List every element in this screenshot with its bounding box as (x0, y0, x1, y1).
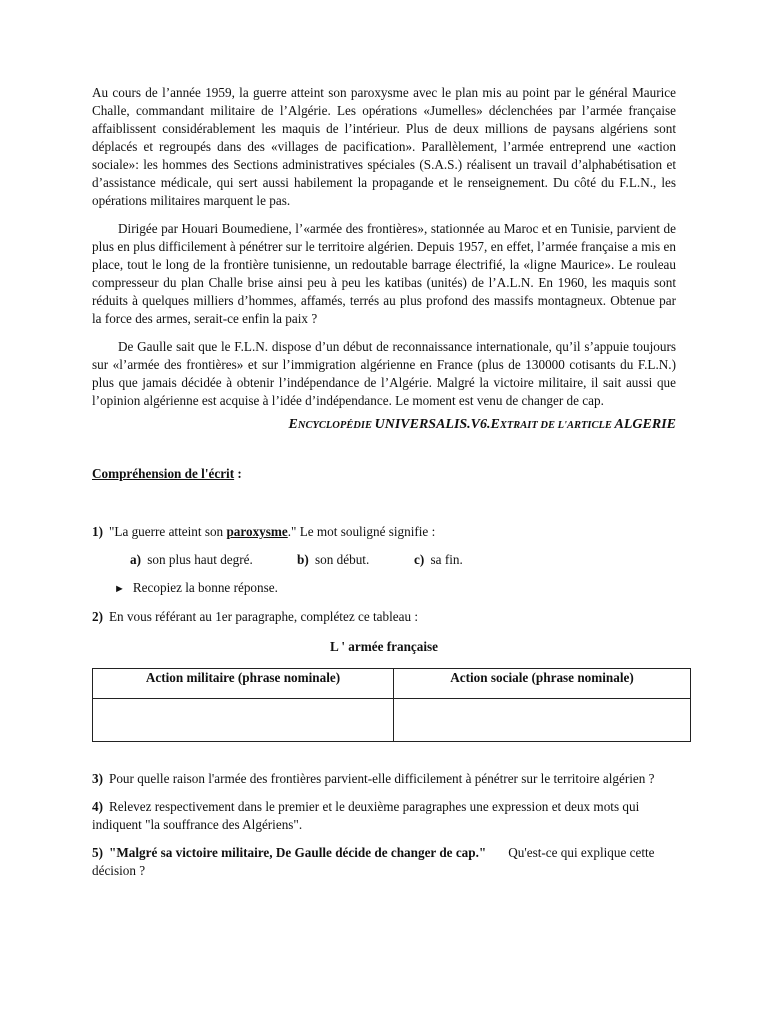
source-universalis: UNIVERSALIS.V6. (374, 417, 491, 432)
question-4 (92, 798, 676, 834)
option-a (130, 551, 297, 569)
question-5-quote: "Malgré sa victoire militaire, De Gaulle décide de changer de cap." (109, 845, 487, 860)
option-a-letter: a) (130, 552, 141, 567)
question-2 (92, 608, 676, 626)
source-e2: E (490, 417, 500, 432)
question-1-instruction-text: Recopiez la bonne réponse. (132, 580, 278, 595)
question-2-text: En vous référant au 1er paragraphe, complétez ce tableau : (109, 609, 419, 624)
option-c (414, 551, 463, 569)
source-ncyclo: NCYCLOPÉDIE (297, 420, 375, 431)
column-header-military: Action militaire (phrase nominale) (93, 669, 394, 699)
paragraph-1: Au cours de l’année 1959, la guerre atteint son paroxysme avec le plan mis au point par le général Maurice Challe, commandant militaire de l’Algérie. Les opérations «Jumelles» déclenchées par l’armée française affaiblissent considérablement les maquis de l’intérieur. Plus de deux millions de paysans algériens sont déplacés et regroupés dans des «villages de pacification». Parallèlement, l’armée entreprend une «action sociale»: les hommes des Sections administratives spéciales (S.A.S.) réalisent un travail d’alphabétisation et d’assistance médicale, qui sert aussi habilement la propagande et le renseignement. Du côté du F.L.N., les opérations militaires marquent le pas. (92, 85, 676, 208)
source-e: E (288, 417, 298, 432)
question-1-keyword: paroxysme (226, 524, 288, 539)
option-b (297, 551, 414, 569)
option-b-text: son début. (311, 552, 370, 567)
section-heading-text: Compréhension de l'écrit (92, 466, 235, 481)
question-1-instruction (92, 579, 676, 598)
answer-table (92, 668, 691, 742)
option-c-text: sa fin. (427, 552, 463, 567)
question-1-number: 1) (92, 524, 103, 539)
question-1 (92, 523, 676, 541)
section-heading (92, 465, 676, 483)
option-c-letter: c) (414, 552, 425, 567)
answer-cell-social[interactable] (394, 699, 691, 742)
question-5-text: Qu'est-ce qui explique cette décision ? (92, 845, 655, 878)
triangle-bullet-icon: ► (114, 583, 125, 595)
column-header-social: Action sociale (phrase nominale) (394, 669, 691, 699)
question-5 (92, 844, 676, 880)
source-xtrait: XTRAIT DE L'ARTICLE (499, 420, 615, 431)
question-4-number: 4) (92, 799, 103, 814)
option-a-text: son plus haut degré. (144, 552, 253, 567)
question-1-post: ." Le mot souligné signifie : (287, 524, 436, 539)
question-1-options (92, 551, 676, 569)
question-3-text: Pour quelle raison l'armée des frontières parvient-elle difficilement à pénétrer sur le territoire algérien ? (109, 771, 655, 786)
question-3-number: 3) (92, 771, 103, 786)
document-content (92, 84, 676, 880)
paragraph-2: Dirigée par Houari Boumediene, l’«armée des frontières», stationnée au Maroc et en Tunisie, parvient de plus en plus difficilement à pénétrer sur le territoire algérien. Depuis 1957, en effet, l’armée française a mis en place, tout le long de la frontière tunisienne, un redoutable barrage électrifié, la «ligne Maurice». Le rouleau compresseur du plan Challe brise ainsi peu à peu les katibas (unités) de l’A.L.N. En 1960, les maquis sont réduits à quelques milliers d’hommes, affamés, terrés au plus profond des massifs montagneux. Obtenue par la force des armes, serait-ce enfin la paix ? (92, 221, 676, 326)
question-5-number: 5) (92, 845, 103, 860)
table-title: L ' armée française (329, 639, 439, 654)
source-algerie: ALGERIE (614, 417, 676, 432)
option-b-letter: b) (297, 552, 309, 567)
question-4-text: Relevez respectivement dans le premier et le deuxième paragraphes une expression et deux mots qui indiquent "la souffrance des Algériens". (92, 799, 640, 832)
paragraph-3: De Gaulle sait que le F.L.N. dispose d’un début de reconnaissance internationale, qu’il s’appuie toujours sur «l’armée des frontières» et sur l’immigration algérienne en France (plus de 130000 cotisants du F.L.N.) plus que jamais décidée à obtenir l’indépendance de l’Algérie. Malgré la victoire militaire, il sait aussi que l’opinion algérienne est acquise à l’idée d’indépendance. Le moment est venu de changer de cap. (92, 339, 676, 408)
question-1-pre: "La guerre atteint son (109, 524, 227, 539)
section-heading-colon: : (234, 466, 242, 481)
table-row (93, 699, 691, 742)
question-3 (92, 770, 676, 788)
table-header-row (93, 669, 691, 699)
answer-cell-military[interactable] (93, 699, 394, 742)
source-citation (92, 416, 676, 435)
question-2-number: 2) (92, 609, 103, 624)
